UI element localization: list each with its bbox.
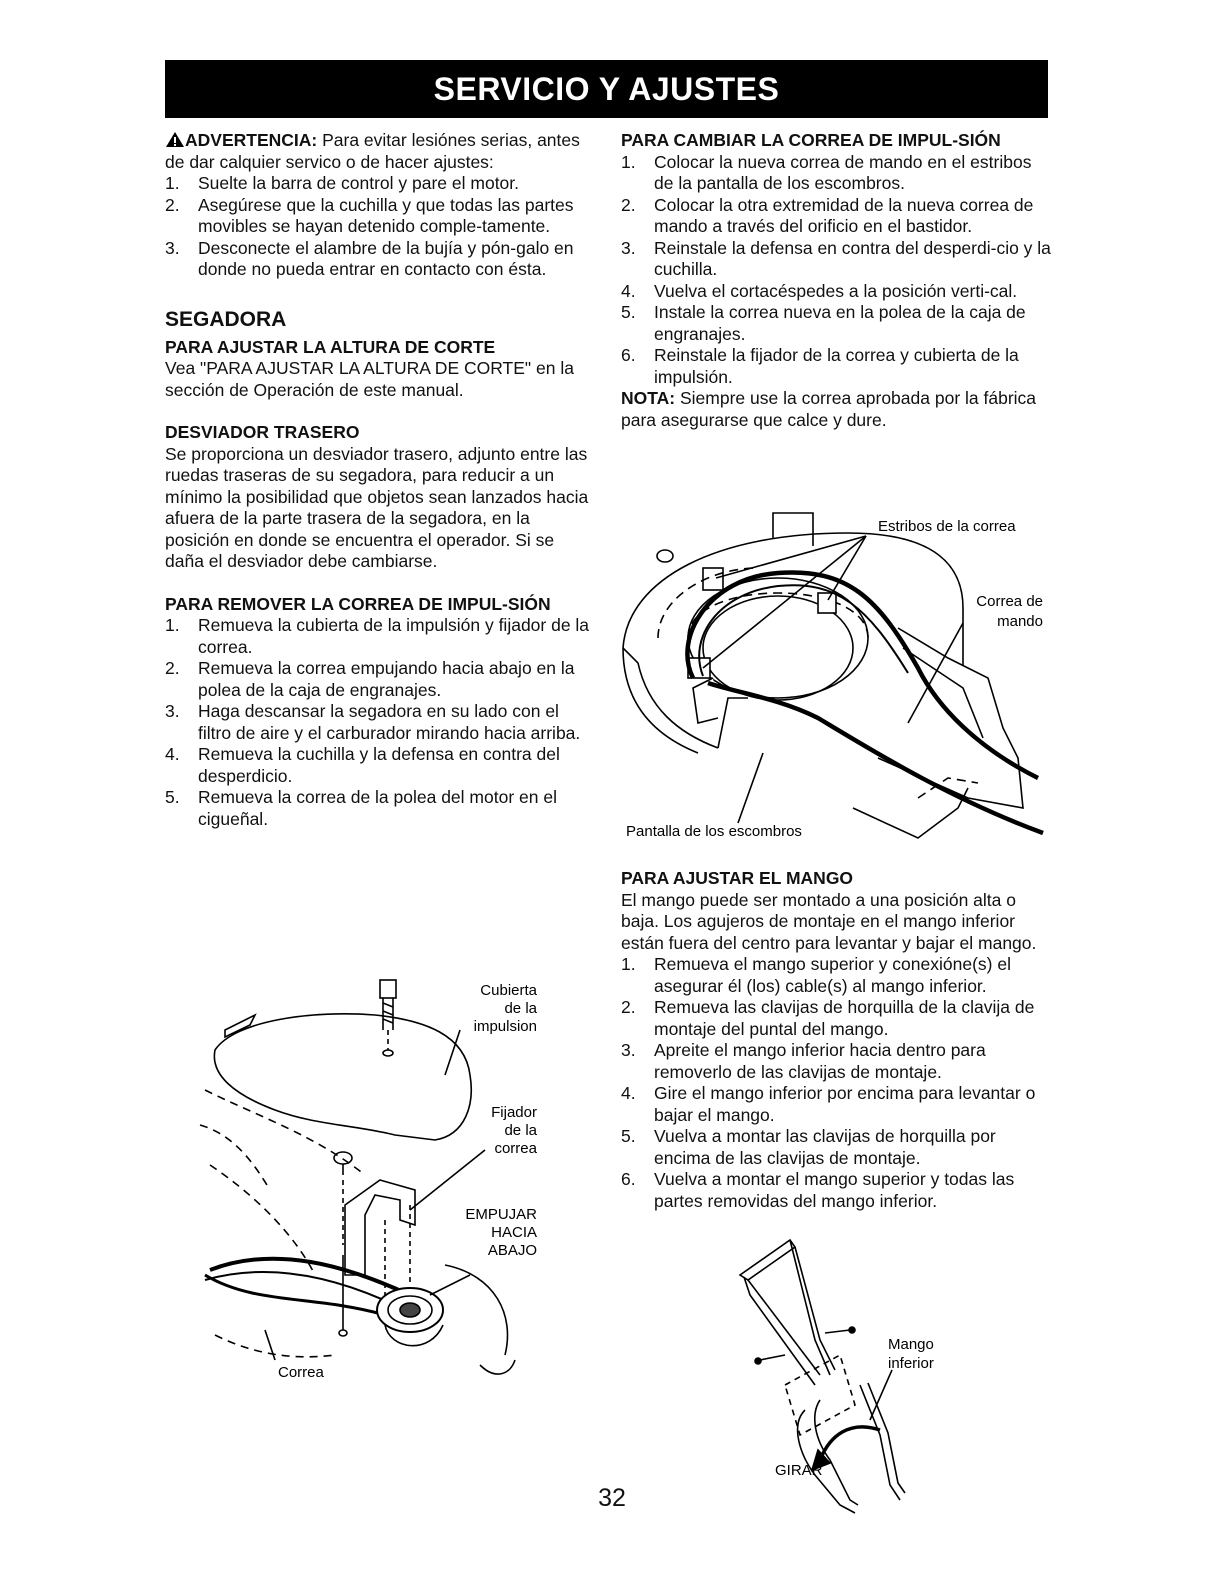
list-item: 4. Remueva la cuchilla y la defensa en contra del desperdicio.	[165, 744, 560, 786]
mango-section	[621, 868, 1051, 1212]
list-item: 2. Remueva la correa empujando hacia abajo en la polea de la caja de engranajes.	[165, 658, 575, 700]
list-item: 5. Vuelva a montar las clavijas de horquilla por encima de las clavijas de montaje.	[621, 1126, 996, 1168]
desviador-heading: DESVIADOR TRASERO	[165, 422, 360, 442]
label-cubierta-1: Cubierta	[480, 982, 537, 999]
remover-heading: PARA REMOVER LA CORREA DE IMPUL-SIÓN	[165, 593, 551, 614]
page-banner: SERVICIO Y AJUSTES	[165, 60, 1048, 118]
label-fijador-1: Fijador	[491, 1104, 537, 1121]
label-cubierta-2: de la	[504, 1000, 537, 1017]
list-item: 3. Apreite el mango inferior hacia dentro para removerlo de las clavijas de montaje.	[621, 1040, 986, 1082]
list-item: 1. Colocar la nueva correa de mando en el estribos de la pantalla de los escombros.	[621, 151, 1032, 193]
label-mango-inferior-1: Mango	[888, 1336, 934, 1353]
label-correa-mando-2: mando	[997, 613, 1043, 630]
handle-illustration	[720, 1235, 980, 1515]
drive-cover-figure	[195, 975, 555, 1395]
label-empujar-1: EMPUJAR	[465, 1206, 537, 1223]
mango-list	[621, 954, 1051, 1212]
handle-figure	[720, 1235, 980, 1515]
cambiar-list	[621, 152, 1051, 389]
label-correa-mando-1: Correa de	[976, 593, 1043, 610]
list-item: 5. Instale la correa nueva en la polea de la caja de engranajes.	[621, 302, 1026, 344]
remover-list	[165, 615, 590, 830]
label-fijador-3: correa	[494, 1140, 537, 1157]
label-cubierta-3: impulsion	[473, 1018, 537, 1035]
segadora-title: SEGADORA	[165, 307, 287, 331]
label-empujar-2: HACIA	[491, 1224, 537, 1241]
list-item: 4. Vuelva el cortacéspedes a la posición verti-cal.	[621, 280, 1018, 301]
label-fijador-2: de la	[504, 1122, 537, 1139]
nota-label: NOTA:	[621, 388, 676, 408]
mango-heading: PARA AJUSTAR EL MANGO	[621, 868, 854, 888]
list-item: 6. Vuelva a montar el mango superior y todas las partes removidas del mango inferior.	[621, 1169, 1015, 1211]
warning-paragraph	[165, 130, 590, 173]
cambiar-heading: PARA CAMBIAR LA CORREA DE IMPUL-SIÓN	[621, 130, 1001, 150]
warning-triangle-icon	[165, 131, 185, 148]
altura-heading: PARA AJUSTAR LA ALTURA DE CORTE	[165, 336, 496, 357]
list-item: 2. Colocar la otra extremidad de la nueva correa de mando a través del orificio en el bastidor.	[621, 194, 1034, 236]
label-estribos: Estribos de la correa	[878, 518, 1016, 535]
left-column	[165, 130, 590, 830]
list-item: 1. Remueva la cubierta de la impulsión y fijador de la correa.	[165, 615, 590, 657]
altura-text: Vea "PARA AJUSTAR LA ALTURA DE CORTE" en la sección de Operación de este manual.	[165, 358, 574, 400]
mango-text: El mango puede ser montado a una posición alta o baja. Los agujeros de montaje en el mango inferior están fuera del centro para levantar y bajar el mango.	[621, 889, 1037, 953]
label-girar: GIRAR	[775, 1462, 823, 1479]
warning-text: Para evitar lesiónes serias, antes de dar calquier servico o de hacer ajustes:	[165, 130, 580, 172]
list-item: 3. Haga descansar la segadora en su lado con el filtro de aire y el carburador mirando hacia arriba.	[165, 701, 581, 743]
label-correa: Correa	[278, 1364, 324, 1381]
warning-list	[165, 173, 590, 281]
label-pantalla: Pantalla de los escombros	[626, 823, 802, 840]
desviador-text: Se proporciona un desviador trasero, adjunto entre las ruedas traseras de su segadora, para reducir a un mínimo la posibilidad que objetos sean lanzados hacia afuera de la parte trasera de la segadora, en la posición en donde se encuentra el operador. Si se daña el desviador debe cambiarse.	[165, 443, 589, 571]
list-item: 2. Asegúrese que la cuchilla y que todas las partes movibles se hayan detenido comple-tamente.	[165, 194, 574, 236]
nota-text: Siempre use la correa aprobada por la fábrica para asegurarse que calce y dure.	[621, 388, 1037, 430]
warning-label: ADVERTENCIA:	[185, 130, 318, 150]
list-item: 6. Reinstale la fijador de la correa y cubierta de la impulsión.	[621, 345, 1019, 387]
list-item: 1. Remueva el mango superior y conexióne(s) el asegurar él (los) cable(s) al mango inferior.	[621, 954, 1011, 996]
list-item: 1. Suelte la barra de control y pare el motor.	[165, 173, 520, 193]
label-empujar-3: ABAJO	[487, 1242, 537, 1259]
list-item: 3. Desconecte el alambre de la bujía y pón-galo en donde no pueda entrar en contacto con ésta.	[165, 237, 574, 279]
list-item: 5. Remueva la correa de la polea del motor en el cigueñal.	[165, 787, 557, 829]
list-item: 4. Gire el mango inferior por encima para levantar o bajar el mango.	[621, 1083, 1036, 1125]
nota-paragraph	[621, 388, 1051, 431]
list-item: 3. Reinstale la defensa en contra del desperdi-cio y la cuchilla.	[621, 237, 1051, 279]
debris-screen-figure	[618, 508, 1053, 853]
label-mango-inferior-2: inferior	[888, 1355, 934, 1372]
page-number: 32	[598, 1484, 626, 1512]
right-column	[621, 130, 1051, 431]
debris-screen-illustration	[618, 508, 1053, 853]
list-item: 2. Remueva las clavijas de horquilla de la clavija de montaje del puntal del mango.	[621, 997, 1035, 1039]
drive-cover-illustration	[195, 975, 555, 1395]
